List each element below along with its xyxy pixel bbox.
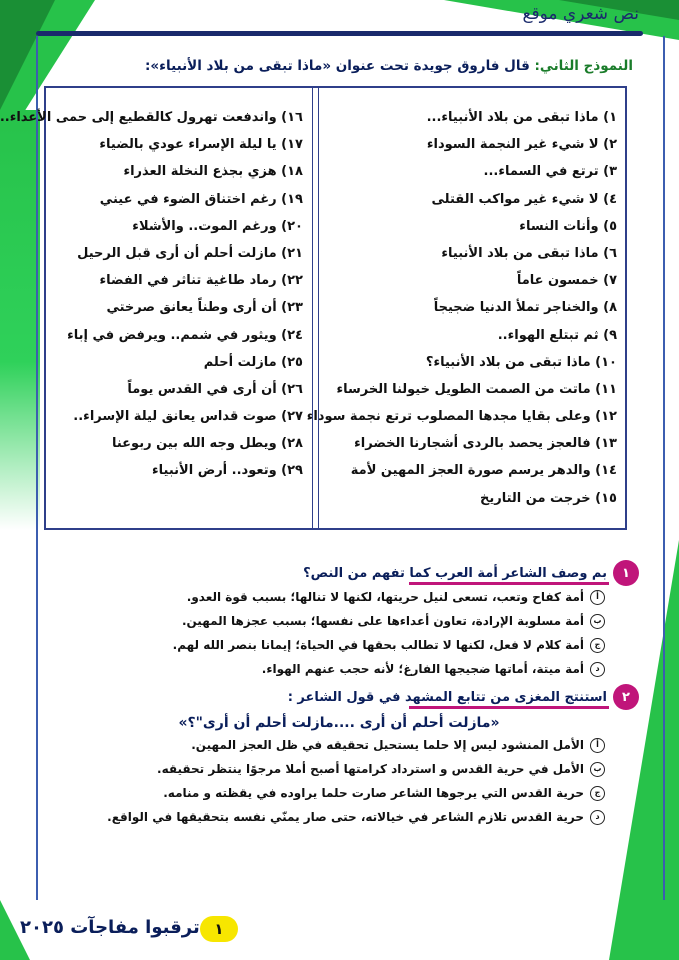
poem-line: ٢٦) أن أرى في القدس يوماً <box>127 381 303 397</box>
option-circle-icon: د <box>590 810 605 825</box>
question-number-badge: ٢ <box>613 684 639 710</box>
option-text: الأمل المنشود ليس إلا حلما يستحيل تحقيقه في ظل العجز المهين. <box>191 738 584 752</box>
poem-line: ١٦) واندفعت تهرول كالقطيع إلى حمى الأعداء.. <box>0 110 303 125</box>
answer-option[interactable] <box>39 805 639 829</box>
question-text: بم وصف الشاعر أمة العرب كما تفهم من النص؟ <box>303 565 607 581</box>
poem-line: ٤) لا شيء غير مواكب القتلى <box>431 191 617 207</box>
poem-line: ١٠) ماذا تبقى من بلاد الأنبياء؟ <box>425 354 617 370</box>
question-quote: «مازلت أحلم أن أرى ....مازلت أحلم أن أرى"؟» <box>178 715 500 731</box>
poem-line: ٢٤) ويثور في شمم.. ويرفض في إباء <box>67 327 303 343</box>
poem-column-left <box>0 88 311 528</box>
question-number-badge: ١ <box>613 560 639 586</box>
option-circle-icon: ب <box>590 614 605 629</box>
poem-line: ٩) ثم تبتلع الهواء.. <box>497 327 617 343</box>
model-label: النموذج الثاني: <box>534 58 633 74</box>
poem-line: ٢٧) صوت قداس يعانق ليلة الإسراء.. <box>73 409 303 425</box>
poem-line: ١٥) خرجت من التاريخ <box>480 490 617 506</box>
poem-line: ٢٨) ويطل وجه الله بين ربوعنا <box>111 436 303 452</box>
option-text: الأمل في حرية القدس و استرداد كرامتها أصبح أملا مرجوًا ينتظر تحقيقه. <box>157 762 584 776</box>
poem-line: ١٣) فالعجز يحصد بالردى أشجارنا الخضراء <box>354 436 617 452</box>
poem-divider <box>312 88 319 528</box>
option-text: أمة كلام لا فعل، لكنها لا تطالب بحقها في الحياة؛ إيمانا بنصر الله لهم. <box>172 638 584 652</box>
poem-line: ١٩) رغم اختناق الضوء في عيني <box>99 191 303 207</box>
option-circle-icon: ب <box>590 762 605 777</box>
answer-option[interactable] <box>39 757 639 781</box>
poem-line: ٢٢) رماد طاغية تناثر في الفضاء <box>99 273 303 289</box>
poem-line: ٣) ترتع في السماء... <box>483 164 617 180</box>
poem-column-right <box>306 88 625 528</box>
option-text: أمة مسلوبة الإرادة، تعاون أعداءها على نفسها؛ بسبب عجزها المهين. <box>181 614 584 628</box>
poem-line: ٢٣) أن أرى وطناً يعانق صرختي <box>106 300 303 316</box>
answer-option[interactable] <box>39 781 639 805</box>
poem-line: ٢١) مازلت أحلم أن أرى قبل الرحيل <box>77 245 303 261</box>
answer-option[interactable] <box>39 585 639 609</box>
poem-line: ١٢) وعلى بقايا مجدها المصلوب ترتع نجمة سوداء <box>306 409 617 425</box>
poem-line: ٢٥) مازلت أحلم <box>203 354 303 370</box>
poem-line: ٢٩) وتعود.. أرض الأنبياء <box>152 463 303 479</box>
page-number: ١ <box>200 916 238 942</box>
poem-line: ٢٠) ورغم الموت.. والأشلاء <box>132 218 303 234</box>
poem-line: ١٨) هزي بجذع النخلة العذراء <box>123 164 303 180</box>
header-rule <box>36 31 643 36</box>
poem-box <box>0 86 627 530</box>
poem-line: ١٤) والدهر يرسم صورة العجز المهين لأمة <box>350 463 617 479</box>
answer-option[interactable] <box>39 609 639 633</box>
poem-line: ١١) ماتت من الصمت الطويل خيولنا الخرساء <box>336 381 617 397</box>
poem-line: ٨) والخناجر تملأ الدنيا ضجيجاً <box>433 300 617 316</box>
poem-line: ٦) ماذا تبقى من بلاد الأنبياء <box>441 245 617 261</box>
option-circle-icon: أ <box>590 738 605 753</box>
page-title: نص شعري موقع <box>522 4 639 24</box>
question-2 <box>39 684 639 829</box>
footer-text: ترقبوا مفاجآت ٢٠٢٥ <box>20 917 200 938</box>
answer-option[interactable] <box>39 633 639 657</box>
poem-line: ١) ماذا تبقى من بلاد الأنبياء... <box>426 110 617 125</box>
option-circle-icon: ج <box>590 786 605 801</box>
answer-option[interactable] <box>39 733 639 757</box>
option-text: أمة ميتة، أماتها ضجيجها الفارغ؛ لأنه حجب عنهم الهواء. <box>261 662 584 676</box>
poem-line: ١٧) يا ليلة الإسراء عودي بالضياء <box>99 137 303 153</box>
question-1 <box>39 560 639 681</box>
option-circle-icon: د <box>590 662 605 677</box>
answer-option[interactable] <box>39 657 639 681</box>
poem-line: ٢) لا شيء غير النجمة السوداء <box>426 137 617 153</box>
poem-line: ٧) خمسون عاماً <box>516 273 617 289</box>
option-circle-icon: أ <box>590 590 605 605</box>
green-side-band-left <box>0 110 40 530</box>
intro-text: قال فاروق جويدة تحت عنوان «ماذا تبقى من بلاد الأنبياء»: <box>145 58 530 74</box>
option-circle-icon: ج <box>590 638 605 653</box>
option-text: حرية القدس تلازم الشاعر في خيالاته، حتى صار يمنّي نفسه بتحقيقها في الواقع. <box>107 810 584 824</box>
intro-line <box>33 58 633 74</box>
option-text: حرية القدس التي يرجوها الشاعر صارت حلما يراوده في يقظته و منامه. <box>163 786 584 800</box>
question-text: استنتج المغزى من تتابع المشهد في قول الشاعر : <box>287 689 607 705</box>
option-text: أمة كفاح وتعب، تسعى لنيل حريتها، لكنها لا تنالها؛ بسبب قوة العدو. <box>186 590 584 604</box>
poem-line: ٥) وأنات النساء <box>519 218 617 234</box>
